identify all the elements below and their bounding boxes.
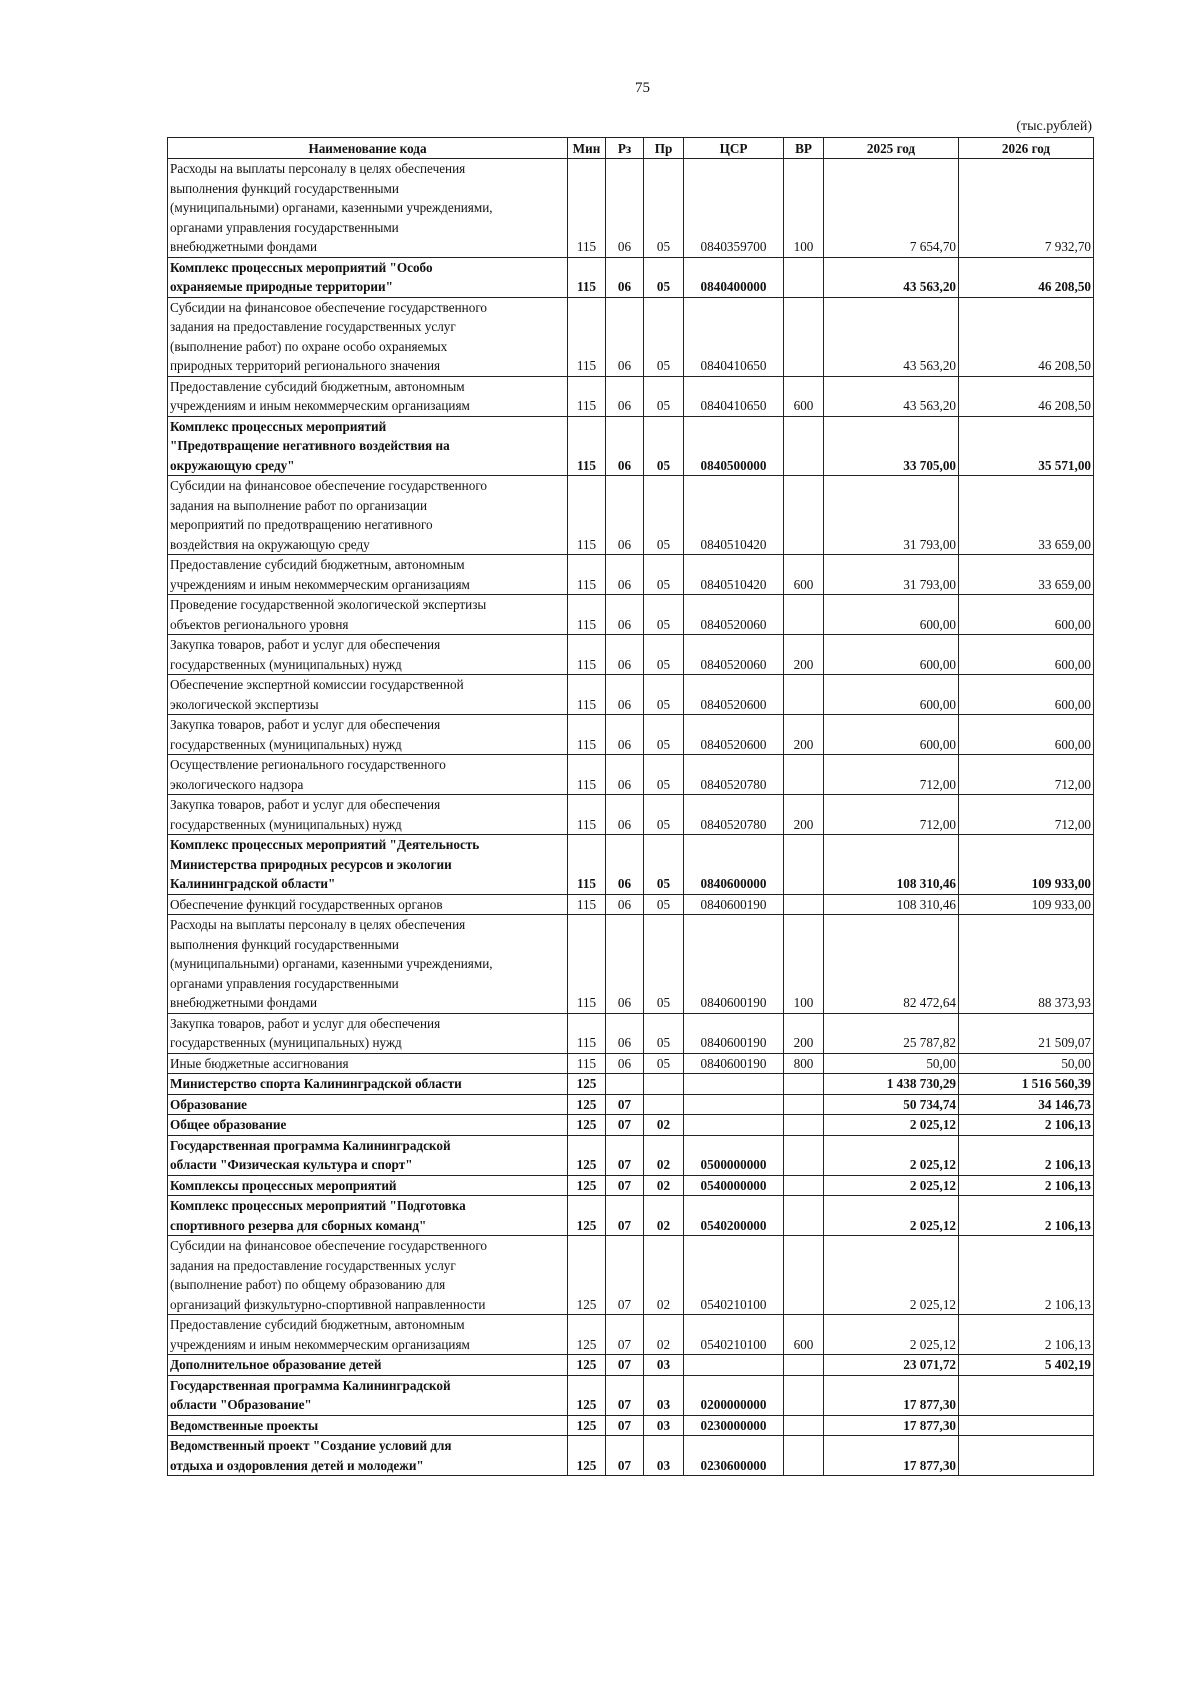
- table-row: [168, 1436, 1094, 1476]
- table-row: [168, 675, 1094, 715]
- row-pr: 05: [644, 476, 684, 555]
- row-pr: 05: [644, 894, 684, 915]
- table-row: [168, 1135, 1094, 1175]
- row-name: Закупка товаров, работ и услуг для обеспечения государственных (муниципальных) нужд: [168, 795, 568, 835]
- row-2026: 712,00: [959, 755, 1094, 795]
- row-2026: 21 509,07: [959, 1013, 1094, 1053]
- row-2025: 712,00: [824, 755, 959, 795]
- row-vr: [784, 595, 824, 635]
- row-pr: 05: [644, 297, 684, 376]
- row-2026: 2 106,13: [959, 1236, 1094, 1315]
- row-2026: 88 373,93: [959, 915, 1094, 1014]
- row-2026: 600,00: [959, 635, 1094, 675]
- budget-table: [167, 137, 1094, 1476]
- row-2026: 35 571,00: [959, 416, 1094, 476]
- table-body: [168, 159, 1094, 1476]
- row-name: Предоставление субсидий бюджетным, автономным учреждениям и иным некоммерческим организациям: [168, 555, 568, 595]
- row-2026: 600,00: [959, 675, 1094, 715]
- row-csr: 0540210100: [684, 1236, 784, 1315]
- row-rz: 06: [606, 476, 644, 555]
- row-rz: 07: [606, 1315, 644, 1355]
- table-row: [168, 1115, 1094, 1136]
- row-vr: 600: [784, 555, 824, 595]
- row-vr: [784, 1436, 824, 1476]
- row-2025: 17 877,30: [824, 1415, 959, 1436]
- row-csr: 0540200000: [684, 1196, 784, 1236]
- row-min: 115: [568, 257, 606, 297]
- row-csr: 0840520060: [684, 595, 784, 635]
- row-pr: 02: [644, 1196, 684, 1236]
- row-pr: 03: [644, 1436, 684, 1476]
- row-2025: 600,00: [824, 635, 959, 675]
- row-pr: 05: [644, 416, 684, 476]
- row-pr: 05: [644, 376, 684, 416]
- row-2026: 712,00: [959, 795, 1094, 835]
- row-csr: 0840410650: [684, 376, 784, 416]
- row-rz: 06: [606, 159, 644, 258]
- header-vr: ВР: [784, 138, 824, 159]
- row-vr: [784, 1175, 824, 1196]
- row-2025: 2 025,12: [824, 1175, 959, 1196]
- header-2026: 2026 год: [959, 138, 1094, 159]
- row-csr: 0840600190: [684, 1013, 784, 1053]
- row-2025: 43 563,20: [824, 376, 959, 416]
- row-vr: 600: [784, 376, 824, 416]
- row-pr: 05: [644, 555, 684, 595]
- row-rz: 06: [606, 755, 644, 795]
- row-vr: 200: [784, 795, 824, 835]
- row-pr: 02: [644, 1175, 684, 1196]
- row-rz: 07: [606, 1175, 644, 1196]
- row-min: 125: [568, 1315, 606, 1355]
- row-2026: [959, 1436, 1094, 1476]
- row-2025: 2 025,12: [824, 1315, 959, 1355]
- row-csr: 0840510420: [684, 555, 784, 595]
- row-2026: 1 516 560,39: [959, 1074, 1094, 1095]
- row-min: 115: [568, 1053, 606, 1074]
- row-min: 115: [568, 476, 606, 555]
- row-vr: [784, 1236, 824, 1315]
- table-header-row: [168, 138, 1094, 159]
- row-rz: 07: [606, 1236, 644, 1315]
- table-row: [168, 715, 1094, 755]
- row-name: Дополнительное образование детей: [168, 1355, 568, 1376]
- row-2025: 31 793,00: [824, 476, 959, 555]
- row-pr: 03: [644, 1415, 684, 1436]
- row-csr: 0840600190: [684, 894, 784, 915]
- row-name: Комплекс процессных мероприятий "Предотвращение негативного воздействия на окружающую среду": [168, 416, 568, 476]
- row-2026: 46 208,50: [959, 257, 1094, 297]
- row-csr: [684, 1094, 784, 1115]
- row-csr: 0840359700: [684, 159, 784, 258]
- row-name: Закупка товаров, работ и услуг для обеспечения государственных (муниципальных) нужд: [168, 635, 568, 675]
- row-rz: 06: [606, 715, 644, 755]
- table-row: [168, 1196, 1094, 1236]
- row-csr: 0840410650: [684, 297, 784, 376]
- table-row: [168, 894, 1094, 915]
- row-rz: 07: [606, 1196, 644, 1236]
- table-row: [168, 476, 1094, 555]
- row-vr: [784, 1094, 824, 1115]
- row-2026: 109 933,00: [959, 894, 1094, 915]
- row-2026: [959, 1415, 1094, 1436]
- row-2026: 5 402,19: [959, 1355, 1094, 1376]
- table-row: [168, 1175, 1094, 1196]
- header-2025: 2025 год: [824, 138, 959, 159]
- row-pr: 02: [644, 1115, 684, 1136]
- row-csr: 0540210100: [684, 1315, 784, 1355]
- row-min: 125: [568, 1355, 606, 1376]
- row-name: Субсидии на финансовое обеспечение государственного задания на предоставление государственных услуг (выполнение работ) по охране особо охраняемых природных территорий регионального значения: [168, 297, 568, 376]
- row-pr: [644, 1094, 684, 1115]
- row-min: 115: [568, 416, 606, 476]
- table-row: [168, 755, 1094, 795]
- row-pr: 03: [644, 1355, 684, 1376]
- row-name: Осуществление регионального государственного экологического надзора: [168, 755, 568, 795]
- row-vr: [784, 894, 824, 915]
- row-2025: 17 877,30: [824, 1375, 959, 1415]
- row-name: Иные бюджетные ассигнования: [168, 1053, 568, 1074]
- row-2025: 50 734,74: [824, 1094, 959, 1115]
- header-rz: Рз: [606, 138, 644, 159]
- row-name: Закупка товаров, работ и услуг для обеспечения государственных (муниципальных) нужд: [168, 1013, 568, 1053]
- row-min: 115: [568, 675, 606, 715]
- row-name: Государственная программа Калининградской области "Физическая культура и спорт": [168, 1135, 568, 1175]
- row-rz: 06: [606, 1053, 644, 1074]
- row-min: 125: [568, 1196, 606, 1236]
- row-pr: [644, 1074, 684, 1095]
- row-name: Расходы на выплаты персоналу в целях обеспечения выполнения функций государственными (муниципальными) органами, казенными учреждениями, органами управления государственными внебюджетными фондами: [168, 915, 568, 1014]
- row-pr: 05: [644, 795, 684, 835]
- row-min: 125: [568, 1175, 606, 1196]
- row-min: 115: [568, 755, 606, 795]
- row-csr: 0840500000: [684, 416, 784, 476]
- header-min: Мин: [568, 138, 606, 159]
- row-2025: 7 654,70: [824, 159, 959, 258]
- table-row: [168, 1355, 1094, 1376]
- table-row: [168, 835, 1094, 895]
- row-2026: 46 208,50: [959, 297, 1094, 376]
- row-pr: 02: [644, 1135, 684, 1175]
- row-vr: [784, 257, 824, 297]
- row-pr: 05: [644, 835, 684, 895]
- row-name: Предоставление субсидий бюджетным, автономным учреждениям и иным некоммерческим организациям: [168, 1315, 568, 1355]
- row-vr: [784, 835, 824, 895]
- row-2025: 600,00: [824, 675, 959, 715]
- row-csr: 0230000000: [684, 1415, 784, 1436]
- row-2025: 50,00: [824, 1053, 959, 1074]
- row-rz: 07: [606, 1094, 644, 1115]
- row-rz: 07: [606, 1415, 644, 1436]
- row-min: 115: [568, 795, 606, 835]
- table-row: [168, 159, 1094, 258]
- row-2026: 2 106,13: [959, 1315, 1094, 1355]
- row-min: 115: [568, 635, 606, 675]
- row-rz: [606, 1074, 644, 1095]
- row-min: 125: [568, 1094, 606, 1115]
- row-csr: 0840600190: [684, 1053, 784, 1074]
- row-rz: 06: [606, 297, 644, 376]
- row-rz: 06: [606, 555, 644, 595]
- row-rz: 06: [606, 1013, 644, 1053]
- row-vr: 200: [784, 715, 824, 755]
- table-row: [168, 1053, 1094, 1074]
- table-row: [168, 795, 1094, 835]
- page-number: 75: [635, 80, 650, 96]
- row-pr: 05: [644, 257, 684, 297]
- row-2026: 2 106,13: [959, 1135, 1094, 1175]
- row-rz: 07: [606, 1436, 644, 1476]
- row-csr: 0840520780: [684, 755, 784, 795]
- row-name: Расходы на выплаты персоналу в целях обеспечения выполнения функций государственными (муниципальными) органами, казенными учреждениями, органами управления государственными внебюджетными фондами: [168, 159, 568, 258]
- row-2026: 7 932,70: [959, 159, 1094, 258]
- row-2025: 600,00: [824, 595, 959, 635]
- row-name: Министерство спорта Калининградской области: [168, 1074, 568, 1095]
- row-2025: 108 310,46: [824, 894, 959, 915]
- table-row: [168, 376, 1094, 416]
- row-2025: 2 025,12: [824, 1236, 959, 1315]
- row-csr: 0840400000: [684, 257, 784, 297]
- row-rz: 06: [606, 795, 644, 835]
- row-vr: [784, 1355, 824, 1376]
- row-csr: 0840520600: [684, 675, 784, 715]
- row-min: 115: [568, 915, 606, 1014]
- row-name: Общее образование: [168, 1115, 568, 1136]
- row-min: 125: [568, 1074, 606, 1095]
- row-2025: 712,00: [824, 795, 959, 835]
- row-2025: 2 025,12: [824, 1115, 959, 1136]
- row-csr: 0840520780: [684, 795, 784, 835]
- row-2025: 82 472,64: [824, 915, 959, 1014]
- row-csr: 0840600190: [684, 915, 784, 1014]
- row-pr: 02: [644, 1236, 684, 1315]
- row-name: Комплекс процессных мероприятий "Особо охраняемые природные территории": [168, 257, 568, 297]
- row-rz: 06: [606, 635, 644, 675]
- row-pr: 05: [644, 715, 684, 755]
- row-min: 115: [568, 835, 606, 895]
- row-2026: 33 659,00: [959, 476, 1094, 555]
- row-pr: 05: [644, 915, 684, 1014]
- row-rz: 07: [606, 1375, 644, 1415]
- table-row: [168, 1074, 1094, 1095]
- row-vr: [784, 1196, 824, 1236]
- row-name: Обеспечение экспертной комиссии государственной экологической экспертизы: [168, 675, 568, 715]
- row-name: Обеспечение функций государственных органов: [168, 894, 568, 915]
- row-min: 125: [568, 1436, 606, 1476]
- row-csr: [684, 1355, 784, 1376]
- row-name: Ведомственные проекты: [168, 1415, 568, 1436]
- row-rz: 07: [606, 1355, 644, 1376]
- row-name: Субсидии на финансовое обеспечение государственного задания на предоставление государственных услуг (выполнение работ) по общему образованию для организаций физкультурно-спортивной направленности: [168, 1236, 568, 1315]
- table-row: [168, 297, 1094, 376]
- row-name: Комплекс процессных мероприятий "Подготовка спортивного резерва для сборных команд": [168, 1196, 568, 1236]
- row-2025: 31 793,00: [824, 555, 959, 595]
- row-rz: 07: [606, 1135, 644, 1175]
- row-rz: 06: [606, 894, 644, 915]
- table-row: [168, 1415, 1094, 1436]
- row-vr: [784, 1375, 824, 1415]
- row-2026: 34 146,73: [959, 1094, 1094, 1115]
- row-name: Комплекс процессных мероприятий "Деятельность Министерства природных ресурсов и экологии Калининградской области": [168, 835, 568, 895]
- row-name: Комплексы процессных мероприятий: [168, 1175, 568, 1196]
- row-vr: [784, 1115, 824, 1136]
- row-vr: 600: [784, 1315, 824, 1355]
- header-pr: Пр: [644, 138, 684, 159]
- table-row: [168, 257, 1094, 297]
- table-row: [168, 1315, 1094, 1355]
- row-vr: [784, 755, 824, 795]
- table-row: [168, 915, 1094, 1014]
- row-csr: [684, 1074, 784, 1095]
- row-2025: 2 025,12: [824, 1135, 959, 1175]
- row-min: 125: [568, 1236, 606, 1315]
- row-2026: 2 106,13: [959, 1175, 1094, 1196]
- table-row: [168, 416, 1094, 476]
- row-pr: 02: [644, 1315, 684, 1355]
- row-rz: 06: [606, 257, 644, 297]
- row-rz: 06: [606, 416, 644, 476]
- table-row: [168, 555, 1094, 595]
- row-vr: [784, 1135, 824, 1175]
- row-2026: [959, 1375, 1094, 1415]
- row-vr: 800: [784, 1053, 824, 1074]
- row-2026: 600,00: [959, 715, 1094, 755]
- row-2026: 2 106,13: [959, 1115, 1094, 1136]
- row-csr: 0840600000: [684, 835, 784, 895]
- row-2025: 2 025,12: [824, 1196, 959, 1236]
- table-row: [168, 1236, 1094, 1315]
- row-csr: 0840510420: [684, 476, 784, 555]
- row-min: 115: [568, 894, 606, 915]
- row-pr: 05: [644, 595, 684, 635]
- row-name: Проведение государственной экологической экспертизы объектов регионального уровня: [168, 595, 568, 635]
- row-min: 115: [568, 1013, 606, 1053]
- table-row: [168, 1094, 1094, 1115]
- row-name: Закупка товаров, работ и услуг для обеспечения государственных (муниципальных) нужд: [168, 715, 568, 755]
- row-csr: 0200000000: [684, 1375, 784, 1415]
- row-csr: 0540000000: [684, 1175, 784, 1196]
- row-min: 115: [568, 715, 606, 755]
- row-csr: 0500000000: [684, 1135, 784, 1175]
- row-pr: 05: [644, 1053, 684, 1074]
- row-vr: [784, 1415, 824, 1436]
- row-min: 125: [568, 1135, 606, 1175]
- row-csr: 0230600000: [684, 1436, 784, 1476]
- row-vr: [784, 675, 824, 715]
- row-csr: 0840520600: [684, 715, 784, 755]
- row-2026: 33 659,00: [959, 555, 1094, 595]
- header-csr: ЦСР: [684, 138, 784, 159]
- row-rz: 06: [606, 376, 644, 416]
- row-2025: 108 310,46: [824, 835, 959, 895]
- row-vr: [784, 476, 824, 555]
- row-csr: [684, 1115, 784, 1136]
- row-min: 125: [568, 1415, 606, 1436]
- row-name: Государственная программа Калининградской области "Образование": [168, 1375, 568, 1415]
- row-2025: 600,00: [824, 715, 959, 755]
- row-vr: 200: [784, 1013, 824, 1053]
- row-min: 115: [568, 376, 606, 416]
- row-vr: 100: [784, 915, 824, 1014]
- row-vr: [784, 416, 824, 476]
- row-name: Образование: [168, 1094, 568, 1115]
- row-rz: 07: [606, 1115, 644, 1136]
- table-row: [168, 595, 1094, 635]
- row-vr: [784, 1074, 824, 1095]
- row-name: Ведомственный проект "Создание условий для отдыха и оздоровления детей и молодежи": [168, 1436, 568, 1476]
- row-vr: 100: [784, 159, 824, 258]
- row-pr: 05: [644, 1013, 684, 1053]
- row-min: 125: [568, 1115, 606, 1136]
- row-2026: 600,00: [959, 595, 1094, 635]
- units-label: (тыс.рублей): [1016, 119, 1092, 134]
- row-2025: 43 563,20: [824, 257, 959, 297]
- row-2025: 33 705,00: [824, 416, 959, 476]
- row-vr: 200: [784, 635, 824, 675]
- row-name: Субсидии на финансовое обеспечение государственного задания на выполнение работ по организации мероприятий по предотвращению негативного воздействия на окружающую среду: [168, 476, 568, 555]
- row-pr: 05: [644, 159, 684, 258]
- row-2025: 25 787,82: [824, 1013, 959, 1053]
- row-rz: 06: [606, 835, 644, 895]
- row-pr: 05: [644, 675, 684, 715]
- row-2025: 17 877,30: [824, 1436, 959, 1476]
- row-2026: 50,00: [959, 1053, 1094, 1074]
- row-rz: 06: [606, 915, 644, 1014]
- row-vr: [784, 297, 824, 376]
- row-min: 125: [568, 1375, 606, 1415]
- row-min: 115: [568, 297, 606, 376]
- row-min: 115: [568, 159, 606, 258]
- row-name: Предоставление субсидий бюджетным, автономным учреждениям и иным некоммерческим организациям: [168, 376, 568, 416]
- row-2026: 2 106,13: [959, 1196, 1094, 1236]
- row-min: 115: [568, 595, 606, 635]
- row-min: 115: [568, 555, 606, 595]
- row-2025: 43 563,20: [824, 297, 959, 376]
- row-2026: 109 933,00: [959, 835, 1094, 895]
- row-2025: 1 438 730,29: [824, 1074, 959, 1095]
- row-rz: 06: [606, 595, 644, 635]
- row-pr: 05: [644, 755, 684, 795]
- row-pr: 03: [644, 1375, 684, 1415]
- header-name: Наименование кода: [168, 138, 568, 159]
- row-pr: 05: [644, 635, 684, 675]
- row-csr: 0840520060: [684, 635, 784, 675]
- table-row: [168, 1013, 1094, 1053]
- table-row: [168, 1375, 1094, 1415]
- row-2025: 23 071,72: [824, 1355, 959, 1376]
- row-rz: 06: [606, 675, 644, 715]
- table-row: [168, 635, 1094, 675]
- row-2026: 46 208,50: [959, 376, 1094, 416]
